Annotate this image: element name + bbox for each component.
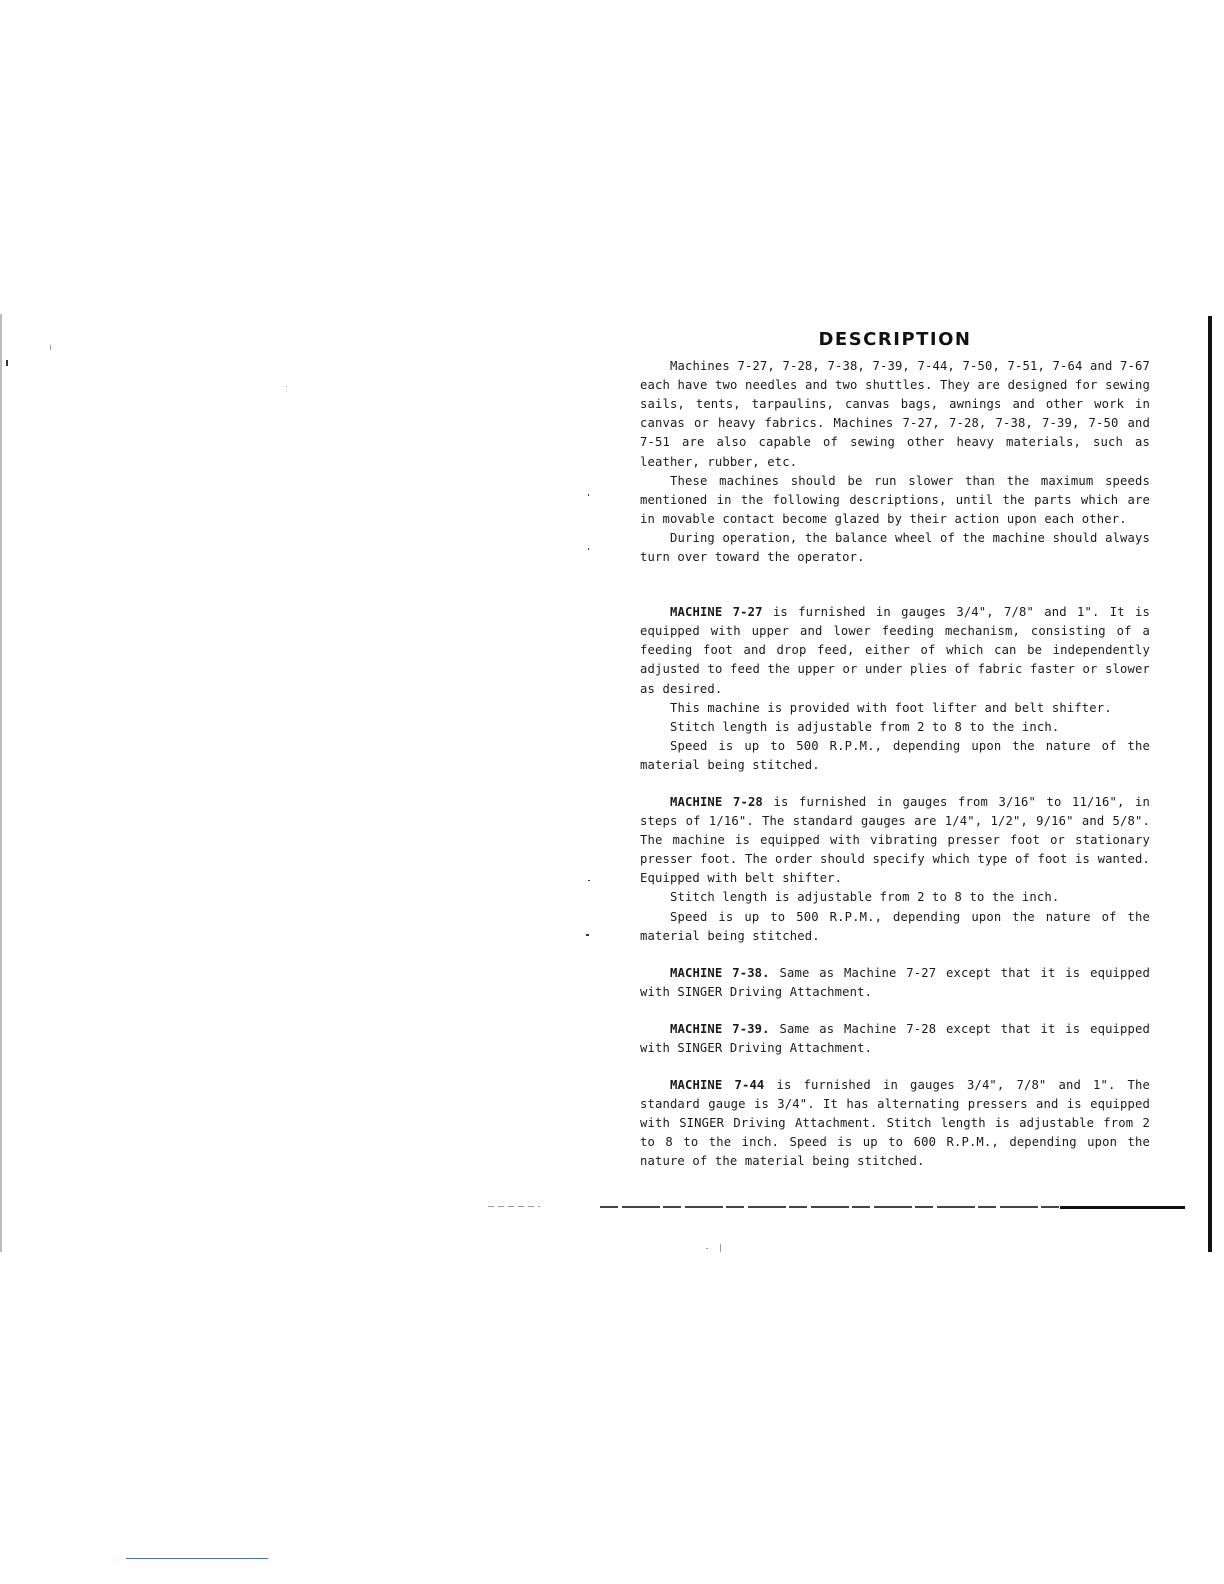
machine-7-39-description xyxy=(640,1020,1150,1058)
speck xyxy=(588,880,590,881)
machine-7-27-stitch-length: Stitch length is adjustable from 2 to 8 to the inch. xyxy=(670,719,1060,734)
page-edge-right xyxy=(1208,316,1212,1252)
speck xyxy=(588,548,589,550)
intro-paragraph-2: These machines should be run slower than the maximum speeds mentioned in the following descriptions, until the parts which are in movable contact become glazed by their action upon each other. xyxy=(640,473,1150,526)
spacer xyxy=(640,567,1150,603)
machine-7-44-description xyxy=(640,1076,1150,1171)
intro-paragraph-3: During operation, the balance wheel of the machine should always turn over toward the operator. xyxy=(640,530,1150,565)
machine-7-27-speed: Speed is up to 500 R.P.M., depending upon the nature of the material being stitched. xyxy=(640,738,1150,772)
intro-paragraph-1: Machines 7-27, 7-28, 7-38, 7-39, 7-44, 7-50, 7-51, 7-64 and 7-67 each have two needles and two shuttles. They are designed for sewing sails, tents, tarpaulins, canvas bags, awnings and other work in canvas or heavy fabrics. Machines 7-27, 7-28, 7-38, 7-39, 7-50 and 7-51 are also capable of sewing other heavy materials, such as leather, rubber, etc. xyxy=(640,359,1150,469)
machine-7-28-text: is furnished in gauges from 3/16" to 11/16", in steps of 1/16". The standard gauges are 1/4", 1/2", 9/16" and 5/8". The machine is equipped with vibrating presser foot or stationary presser foot. The order should specify which type of foot is wanted. Equipped with belt shifter. xyxy=(640,794,1150,886)
machine-7-28-heading: MACHINE 7-28 xyxy=(670,794,763,809)
machine-7-38-heading: MACHINE 7-38. xyxy=(670,965,770,980)
speck xyxy=(720,1244,721,1252)
footer-underline xyxy=(126,1558,268,1559)
machine-7-44-heading: MACHINE 7-44 xyxy=(670,1078,765,1093)
speck xyxy=(588,494,589,496)
speck xyxy=(6,360,8,366)
speck xyxy=(286,386,287,387)
spacer xyxy=(640,1002,1150,1020)
machine-7-27-description xyxy=(640,603,1150,698)
machine-7-27-text: is furnished in gauges 3/4", 7/8" and 1". It is equipped with upper and lower feeding mechanism, consisting of a feeding foot and drop feed, either of which can be independently adjusted to feed the upper or under plies of fabric faster or slower as desired. xyxy=(640,605,1150,696)
machine-7-28-description xyxy=(640,793,1150,888)
machine-7-38-description xyxy=(640,964,1150,1002)
machine-7-27-heading: MACHINE 7-27 xyxy=(670,605,763,620)
speck xyxy=(586,934,589,936)
speck xyxy=(706,1248,708,1249)
page-title: DESCRIPTION xyxy=(818,329,972,350)
spacer xyxy=(640,946,1150,964)
machine-7-28-stitch-length: Stitch length is adjustable from 2 to 8 to the inch. xyxy=(670,890,1060,905)
document-body xyxy=(640,330,1150,1172)
machine-7-39-heading: MACHINE 7-39. xyxy=(670,1021,770,1036)
machine-7-39-text: Same as Machine 7-28 except that it is equipped with SINGER Driving Attachment. xyxy=(640,1021,1150,1055)
page-edge-left xyxy=(0,314,2,1252)
machine-7-27-foot-lifter: This machine is provided with foot lifter and belt shifter. xyxy=(670,700,1112,715)
page-bottom-rule-heavy xyxy=(1060,1206,1185,1209)
machine-7-38-text: Same as Machine 7-27 except that it is equipped with SINGER Driving Attachment. xyxy=(640,965,1150,999)
speck xyxy=(50,345,51,350)
divider-dashes xyxy=(488,1206,540,1207)
spacer xyxy=(640,1058,1150,1076)
machine-7-44-text: is furnished in gauges 3/4", 7/8" and 1". The standard gauge is 3/4". It has alternating pressers and is equipped with SINGER Driving Attachment. Stitch length is adjustable from 2 to 8 to the inch. Speed is up to 600 R.P.M., depending upon the nature of the material being stitched. xyxy=(640,1078,1150,1169)
spacer xyxy=(640,775,1150,793)
machine-7-28-speed: Speed is up to 500 R.P.M., depending upon the nature of the material being stitched. xyxy=(640,909,1150,943)
